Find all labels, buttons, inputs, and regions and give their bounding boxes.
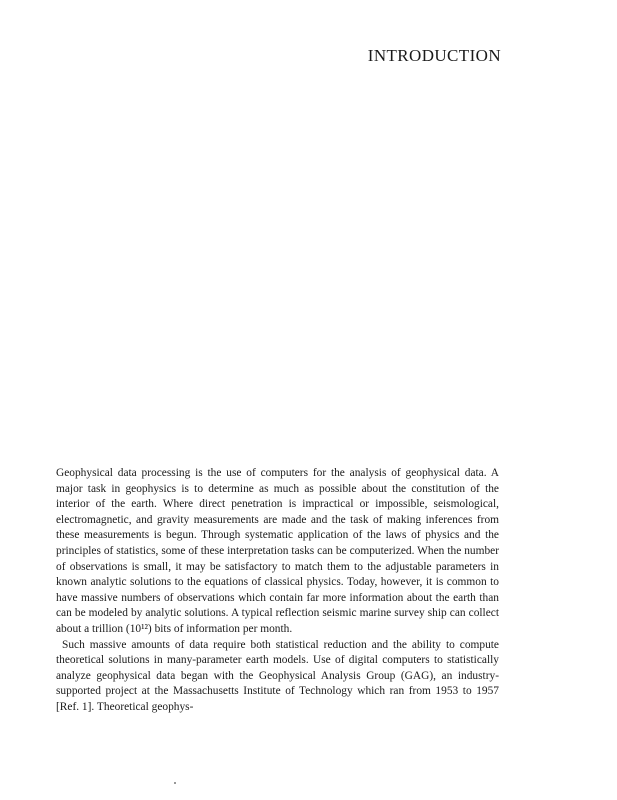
body-text [56,466,499,716]
paragraph-2: Such massive amounts of data require both statistical reduction and the ability to compute theoretical solutions in many-parameter earth models. Use of digital computers to statistically analyze geophysical data began with the Geophysical Analysis Group (GAG), an industry-supported project at the Massachusetts Institute of Technology which ran from 1953 to 1957 [Ref. 1]. Theoretical geophys- [56,638,499,713]
page-title: INTRODUCTION [367,46,501,65]
scan-speck [174,782,176,784]
paragraph-1: Geophysical data processing is the use of computers for the analysis of geophysical data. A major task in geophysics is to determine as much as possible about the constitution of the interior of the earth. Where direct penetration is impractical or impossible, seismological, electromagnetic, and gravity measurements are made and the task of making inferences from these measurements is begun. Through systematic application of the laws of physics and the principles of statistics, some of these interpretation tasks can be computerized. When the number of observations is small, it may be satisfactory to match them to the adjustable parameters in known analytic solutions to the equations of classical physics. Today, however, it is common to have massive numbers of observations which contain far more information about the earth than can be modeled by analytic solutions. A typical reflection seismic marine survey ship can collect about a trillion (10¹²) bits of information per month. [56,467,499,635]
